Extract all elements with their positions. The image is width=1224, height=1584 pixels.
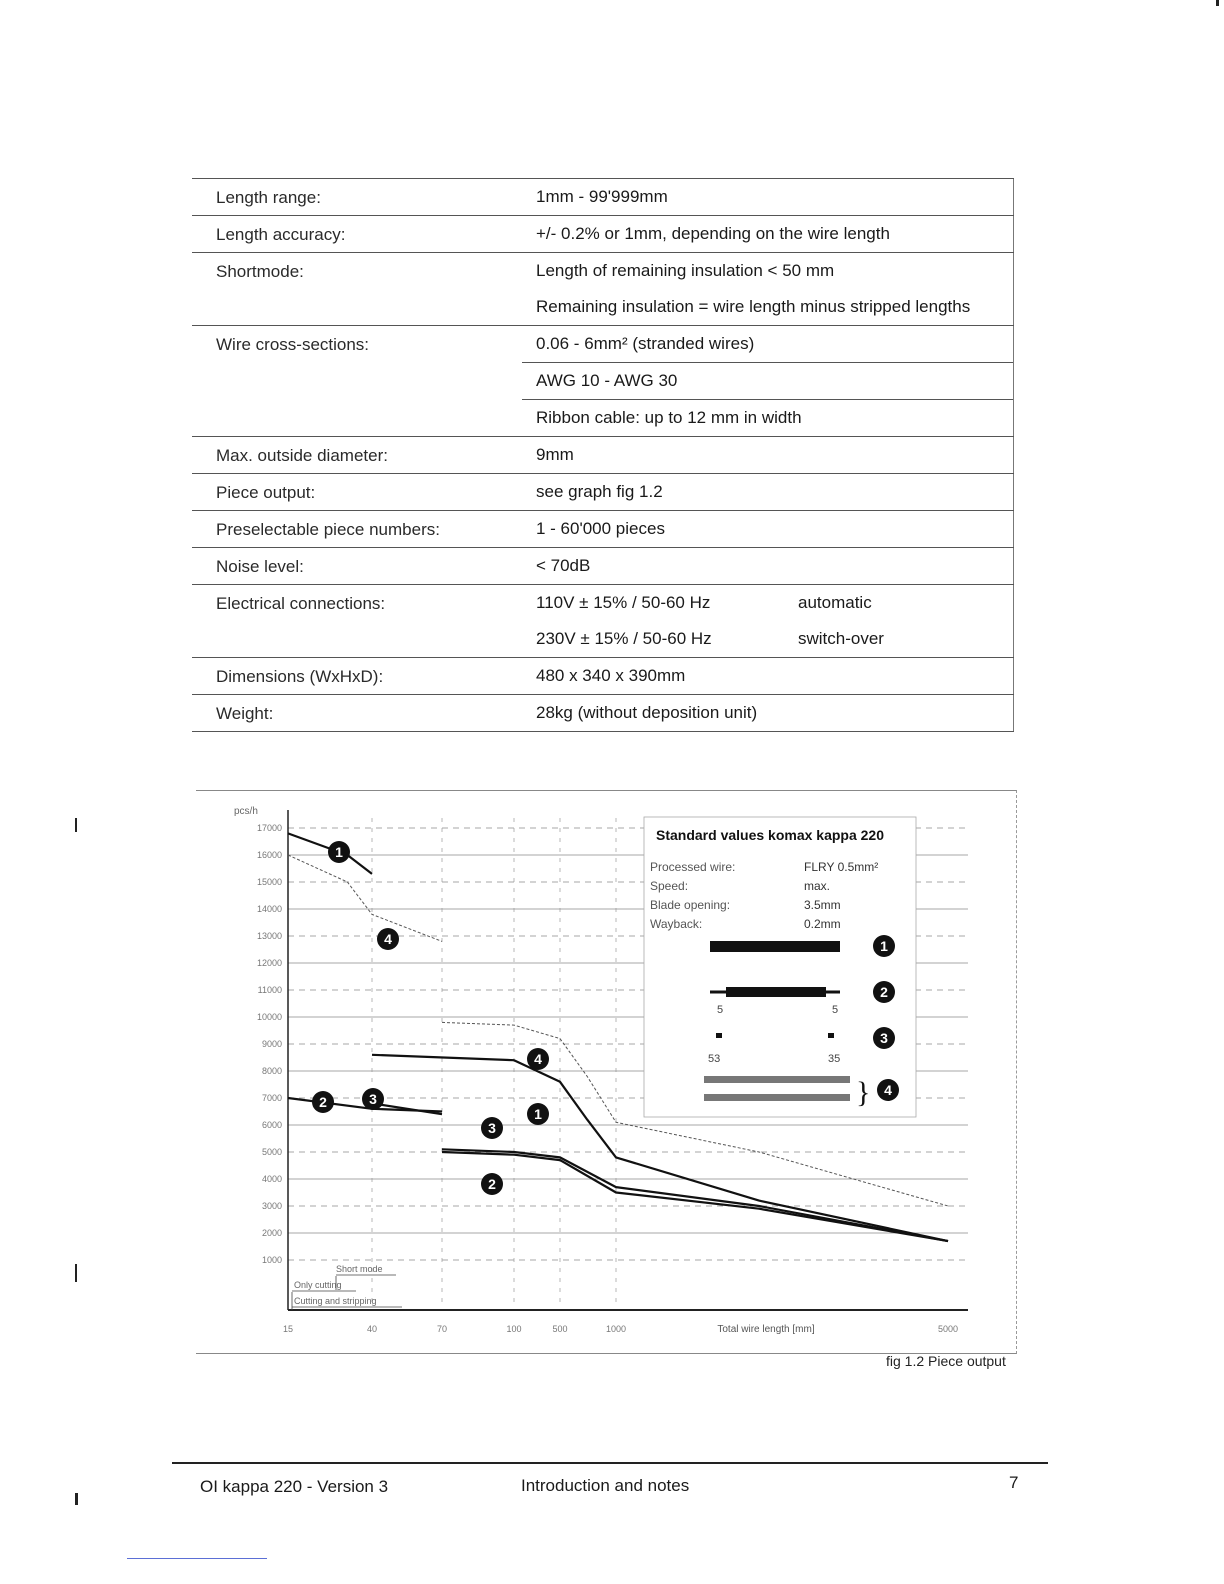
- curve-marker-label: 4: [384, 931, 392, 947]
- x-tick-label: 1000: [605, 1324, 627, 1334]
- y-tick-label: 16000: [256, 850, 282, 860]
- spec-row-electrical: [192, 584, 1014, 657]
- spec-row-dimensions: [192, 657, 1014, 694]
- strip-label: 35: [828, 1053, 841, 1065]
- curve-marker-label: 1: [335, 844, 343, 860]
- spec-row-piece-output: [192, 473, 1014, 510]
- scan-speck: [75, 818, 77, 832]
- strip-symbol-ribbon-b: [704, 1094, 850, 1101]
- x-tick-label: 500: [552, 1324, 568, 1334]
- spec-value: +/- 0.2% or 1mm, depending on the wire length: [536, 224, 890, 243]
- spec-row-length-accuracy: [192, 215, 1014, 252]
- legend-param-value: FLRY 0.5mm²: [804, 860, 879, 874]
- footer-document-title: OI kappa 220 - Version 3: [200, 1477, 389, 1496]
- scan-speck: [1216, 0, 1219, 6]
- spec-label: Wire cross-sections:: [216, 335, 370, 354]
- spec-row-weight: [192, 694, 1014, 732]
- y-tick-label: 6000: [261, 1120, 282, 1130]
- spec-note: automatic: [798, 593, 872, 612]
- strip-label: 5: [717, 1004, 724, 1016]
- strip-label: 5: [832, 1004, 839, 1016]
- zone-label: Only cutting: [294, 1280, 342, 1290]
- spec-label: Piece output:: [216, 483, 316, 502]
- spec-label: Dimensions (WxHxD):: [216, 667, 384, 686]
- legend-title: Standard values komax kappa 220: [656, 827, 884, 843]
- curve-marker-label: 4: [534, 1051, 542, 1067]
- strip-symbol-short-right: [828, 1033, 834, 1038]
- y-tick-label: 1000: [261, 1255, 282, 1265]
- legend-param-name: Blade opening:: [650, 898, 731, 912]
- curve-marker-label: 2: [319, 1094, 327, 1110]
- y-tick-label: 3000: [261, 1201, 282, 1211]
- spec-value: 230V ± 15% / 50-60 Hz: [536, 629, 712, 648]
- legend-param-name: Wayback:: [650, 917, 703, 931]
- page-number: 7: [1009, 1473, 1019, 1492]
- spec-value: 9mm: [536, 445, 574, 464]
- x-tick-label: 100: [506, 1324, 522, 1334]
- legend-param-name: Processed wire:: [650, 860, 736, 874]
- legend-param-value: 0.2mm: [804, 917, 841, 931]
- spec-table: [192, 178, 1014, 732]
- curve-marker-label: 3: [880, 1030, 888, 1046]
- y-tick-label: 12000: [256, 958, 282, 968]
- strip-symbol-ribbon-a: [704, 1076, 850, 1083]
- spec-label: Max. outside diameter:: [216, 446, 388, 465]
- y-tick-label: 15000: [256, 877, 282, 887]
- scan-mark-line: [127, 1558, 267, 1559]
- spec-label: Noise level:: [216, 557, 304, 576]
- spec-note: switch-over: [798, 629, 884, 648]
- legend-param-value: max.: [804, 879, 831, 893]
- x-tick-label: 15: [282, 1324, 294, 1334]
- spec-value: Remaining insulation = wire length minus stripped lengths: [536, 297, 971, 316]
- spec-value: 0.06 - 6mm² (stranded wires): [536, 334, 755, 353]
- spec-label: Length accuracy:: [216, 225, 346, 244]
- curve-marker-label: 2: [880, 984, 888, 1000]
- legend-brace: }: [856, 1076, 871, 1109]
- y-tick-label: 8000: [261, 1066, 282, 1076]
- spec-value: 1 - 60'000 pieces: [536, 519, 665, 538]
- y-tick-label: 11000: [257, 985, 282, 995]
- spec-row-noise-level: [192, 547, 1014, 584]
- legend-param-value: 3.5mm: [804, 898, 841, 912]
- spec-label: Weight:: [216, 704, 274, 723]
- footer-section-title: Introduction and notes: [521, 1476, 690, 1495]
- strip-symbol-full: [710, 941, 840, 952]
- spec-label: Length range:: [216, 188, 321, 207]
- y-tick-label: 2000: [261, 1228, 282, 1238]
- spec-row-length-range: [192, 178, 1014, 215]
- spec-value: Length of remaining insulation < 50 mm: [536, 261, 835, 280]
- y-tick-label: 13000: [256, 931, 282, 941]
- curve-marker-label: 3: [369, 1091, 377, 1107]
- spec-value: 110V ± 15% / 50-60 Hz: [536, 593, 711, 612]
- footer-rule: [172, 1462, 1048, 1464]
- strip-symbol-short-left: [716, 1033, 722, 1038]
- spec-value: see graph fig 1.2: [536, 482, 663, 501]
- y-tick-label: 14000: [256, 904, 282, 914]
- spec-label: Shortmode:: [216, 262, 304, 281]
- spec-value: 1mm - 99'999mm: [536, 187, 668, 206]
- zone-label: Cutting and stripping: [294, 1296, 377, 1306]
- curve-marker-label: 1: [880, 938, 888, 954]
- spec-label: Electrical connections:: [216, 594, 386, 613]
- y-axis-label: pcs/h: [234, 806, 258, 817]
- x-tick-label: 5000: [937, 1324, 959, 1334]
- x-tick-label: 40: [366, 1324, 378, 1334]
- curve-marker-label: 1: [534, 1106, 542, 1122]
- y-tick-label: 9000: [261, 1039, 282, 1049]
- spec-row-max-diameter: [192, 436, 1014, 473]
- curve-marker-label: 3: [488, 1120, 496, 1136]
- y-tick-label: 7000: [261, 1093, 282, 1103]
- y-tick-label: 17000: [256, 823, 282, 833]
- figure-caption: fig 1.2 Piece output: [886, 1353, 1006, 1369]
- zone-label: Short mode: [336, 1264, 383, 1274]
- scan-speck: [75, 1264, 77, 1282]
- spec-row-preselectable: [192, 510, 1014, 547]
- y-tick-label: 10000: [256, 1012, 282, 1022]
- spec-value: Ribbon cable: up to 12 mm in width: [536, 408, 802, 427]
- y-tick-label: 4000: [261, 1174, 282, 1184]
- spec-label: Preselectable piece numbers:: [216, 520, 440, 539]
- x-tick-label: 70: [436, 1324, 448, 1334]
- spec-value: 28kg (without deposition unit): [536, 703, 758, 722]
- legend-param-name: Speed:: [650, 879, 689, 893]
- curve-marker-label: 2: [488, 1176, 496, 1192]
- spec-row-shortmode: [192, 252, 1014, 325]
- scan-speck: [75, 1493, 78, 1505]
- curve-marker-label: 4: [884, 1082, 892, 1098]
- x-axis-label: Total wire length [mm]: [717, 1324, 815, 1335]
- y-tick-label: 5000: [261, 1147, 282, 1157]
- strip-label: 53: [708, 1053, 721, 1065]
- spec-row-wire-cross-sections: [192, 325, 1014, 436]
- spec-value: < 70dB: [536, 556, 591, 575]
- piece-output-chart: [196, 790, 1016, 1352]
- spec-value: AWG 10 - AWG 30: [536, 371, 678, 390]
- spec-value: 480 x 340 x 390mm: [536, 666, 686, 685]
